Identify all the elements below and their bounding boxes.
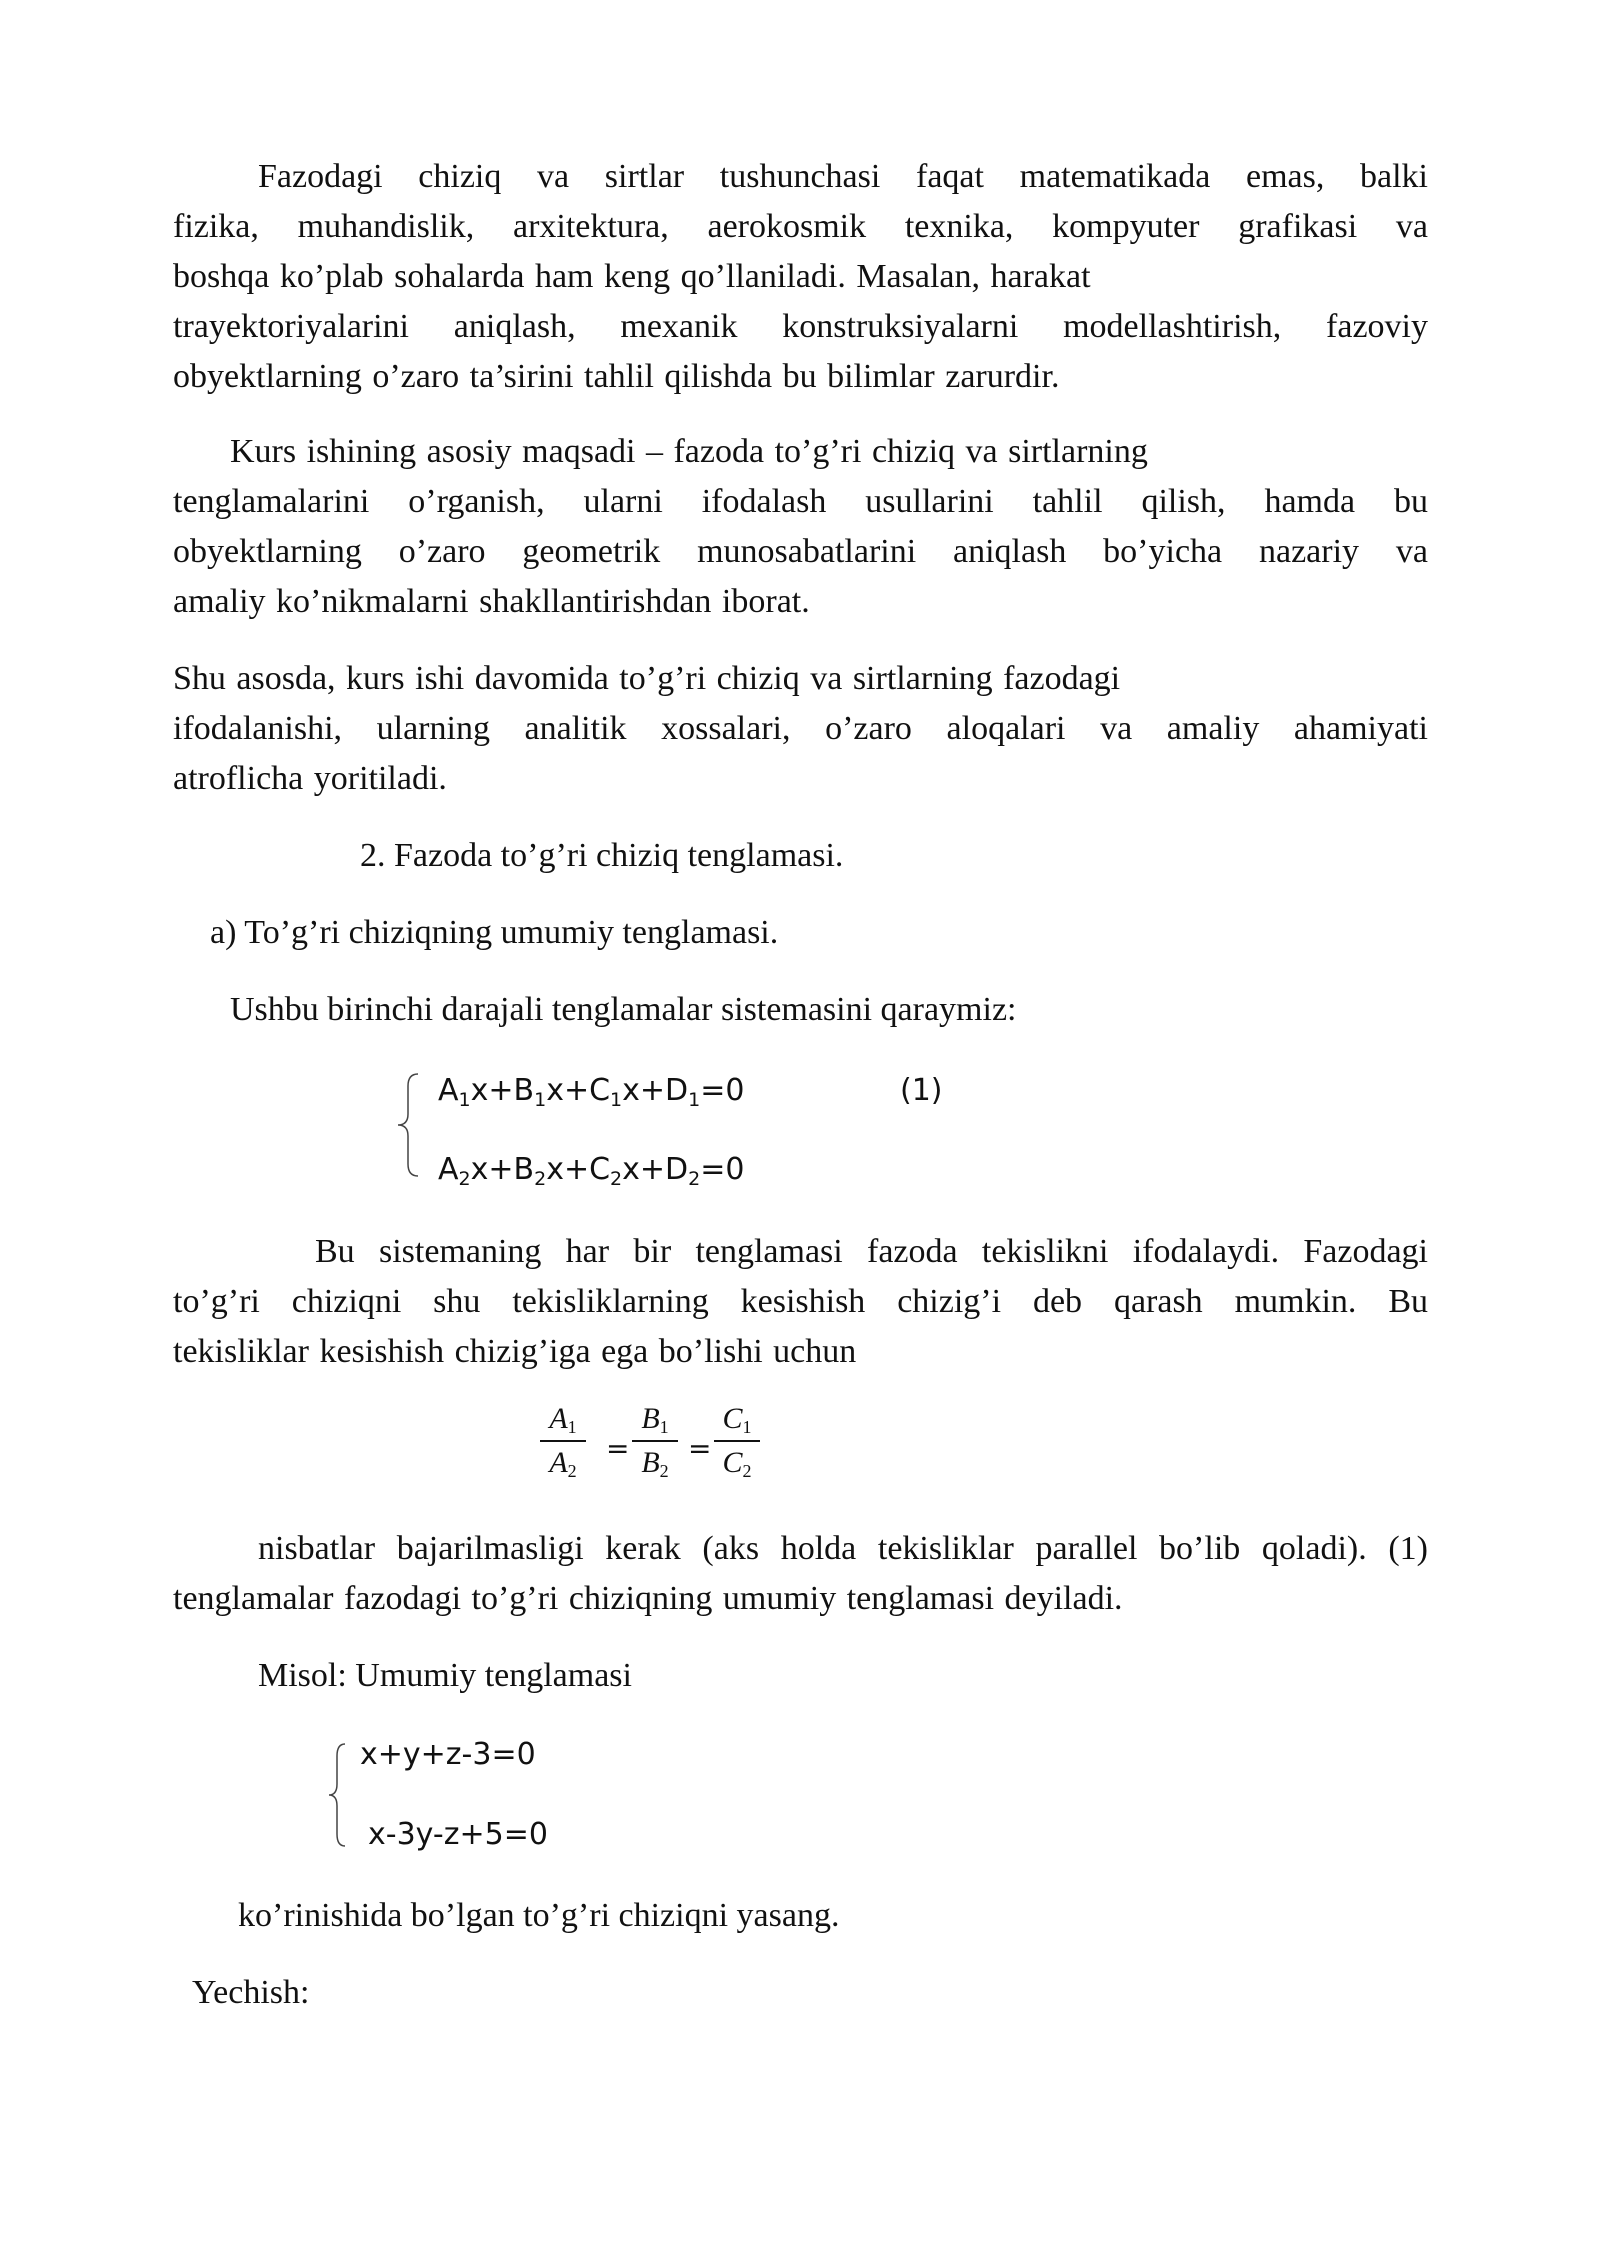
fraction-c: $C_1$ $C_2$ bbox=[714, 1400, 760, 1482]
example-label: Misol: Umumiy tenglamasi bbox=[258, 1657, 632, 1694]
fraction-b: $B_1$ $B_2$ bbox=[632, 1400, 678, 1482]
solution-label: Yechish: bbox=[192, 1974, 310, 2011]
text-line: trayektoriyalarini aniqlash, mexanik konstruksiyalarni modellashtirish, fazoviy bbox=[173, 308, 1428, 345]
intro-paragraph-1 bbox=[173, 152, 1428, 402]
system1-equation-1: $A_1x+B_1x+C_1x+D_1=0$ bbox=[438, 1073, 745, 1111]
after-ratio-paragraph bbox=[173, 1524, 1428, 1624]
intro-paragraph-3 bbox=[173, 654, 1428, 804]
example-task: ko’rinishida bo’lgan to’g’ri chiziqni yasang. bbox=[238, 1897, 840, 1934]
left-brace-icon bbox=[388, 1070, 428, 1180]
example-equation-2: x-3y-z+5=0 bbox=[368, 1817, 548, 1852]
text-line: obyektlarning o’zaro ta’sirini tahlil qilishda bu bilimlar zarurdir. bbox=[173, 358, 1060, 395]
equals-sign: = bbox=[606, 1432, 630, 1465]
text-line: Fazodagi chiziq va sirtlar tushunchasi faqat matematikada emas, balki bbox=[258, 158, 1428, 195]
lead-sentence: Ushbu birinchi darajali tenglamalar sistemasini qaraymiz: bbox=[230, 991, 1017, 1028]
text-line: tenglamalarini o’rganish, ularni ifodalash usullarini tahlil qilish, hamda bu bbox=[173, 483, 1428, 520]
intro-paragraph-2 bbox=[173, 427, 1428, 627]
text-line: boshqa ko’plab sohalarda ham keng qo’llaniladi. Masalan, harakat bbox=[173, 258, 1091, 295]
explanation-paragraph bbox=[173, 1227, 1428, 1377]
equation-number: (1) bbox=[900, 1073, 943, 1108]
section-subtitle: a) To’g’ri chiziqning umumiy tenglamasi. bbox=[210, 914, 779, 951]
text-line: atroflicha yoritiladi. bbox=[173, 760, 447, 797]
system1-equation-2: $A_2x+B_2x+C_2x+D_2=0$ bbox=[438, 1152, 745, 1190]
text-line: fizika, muhandislik, arxitektura, aerokosmik texnika, kompyuter grafikasi va bbox=[173, 208, 1428, 245]
text-line: Shu asosda, kurs ishi davomida to’g’ri chiziq va sirtlarning fazodagi bbox=[173, 660, 1121, 697]
text-line: ifodalanishi, ularning analitik xossalari, o’zaro aloqalari va amaliy ahamiyati bbox=[173, 710, 1428, 747]
text-line: Bu sistemaning har bir tenglamasi fazoda tekislikni ifodalaydi. Fazodagi bbox=[315, 1233, 1428, 1270]
text-line: amaliy ko’nikmalarni shakllantirishdan iborat. bbox=[173, 583, 810, 620]
equals-sign: = bbox=[688, 1432, 712, 1465]
example-equation-1: x+y+z-3=0 bbox=[360, 1737, 536, 1772]
text-line: tenglamalar fazodagi to’g’ri chiziqning umumiy tenglamasi deyiladi. bbox=[173, 1580, 1123, 1617]
left-brace-icon bbox=[323, 1740, 353, 1850]
fraction-a: $A_1$ $A_2$ bbox=[540, 1400, 586, 1482]
text-line: obyektlarning o’zaro geometrik munosabatlarini aniqlash bo’yicha nazariy va bbox=[173, 533, 1428, 570]
text-line: to’g’ri chiziqni shu tekisliklarning kesishish chizig’i deb qarash mumkin. Bu bbox=[173, 1283, 1428, 1320]
text-line: tekisliklar kesishish chizig’iga ega bo’lishi uchun bbox=[173, 1333, 857, 1370]
section-title: 2. Fazoda to’g’ri chiziq tenglamasi. bbox=[360, 837, 844, 874]
text-line: Kurs ishining asosiy maqsadi – fazoda to’g’ri chiziq va sirtlarning bbox=[230, 433, 1148, 470]
text-line: nisbatlar bajarilmasligi kerak (aks holda tekisliklar parallel bo’lib qoladi). (1) bbox=[258, 1530, 1428, 1567]
